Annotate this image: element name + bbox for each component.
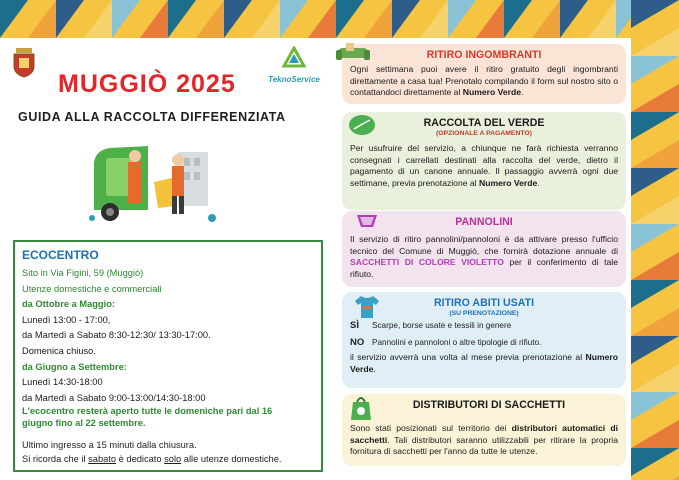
distributori-body bbox=[350, 423, 618, 458]
diaper-icon bbox=[356, 213, 378, 229]
card-ritiro-abiti-usati bbox=[342, 292, 626, 388]
ecocentro-reminder bbox=[22, 452, 314, 466]
ecocentro-sunday-note bbox=[22, 406, 314, 429]
ecocentro-footer bbox=[22, 438, 314, 466]
ecocentro-note-line1: L'ecocentro resterà aperto tutte le domeniche pari dal 16 bbox=[22, 406, 273, 417]
reminder-text-mid: è dedicato bbox=[116, 454, 165, 465]
verde-body bbox=[350, 143, 618, 189]
pannolini-body-end: per il conferimento di tale rifiuto. bbox=[350, 257, 618, 279]
page-subtitle: GUIDA ALLA RACCOLTA DIFFERENZIATA bbox=[18, 110, 286, 124]
pannolini-body-text: Il servizio di ritiro pannolini/pannoloni è da attivare presso l'ufficio tecnico del Comune di Muggiò, che fornirà dotazione annuale di bbox=[350, 234, 618, 256]
abiti-no-text: Pannolini e pannoloni o altre tipologie di rifiuto. bbox=[372, 338, 542, 347]
pannolini-title: PANNOLINI bbox=[455, 216, 513, 228]
ingombranti-title: RITIRO INGOMBRANTI bbox=[426, 49, 542, 61]
card-ritiro-ingombranti bbox=[342, 44, 626, 104]
reminder-sabato: sabato bbox=[88, 454, 117, 465]
reminder-solo: solo bbox=[164, 454, 182, 465]
recycle-logo-icon bbox=[280, 46, 308, 72]
card-pannolini bbox=[342, 211, 626, 287]
page-title: MUGGIÒ 2025 bbox=[58, 70, 236, 98]
leaf-icon bbox=[348, 114, 376, 136]
decorative-triangle-border-right bbox=[631, 0, 679, 480]
ingombranti-body-end: . bbox=[521, 87, 524, 98]
ecocentro-title: ECOCENTRO bbox=[22, 248, 99, 262]
pannolini-body bbox=[350, 234, 618, 280]
ecocentro-winter-tuesday-saturday: da Martedì a Sabato 8:30-12:30/ 13:30-17:00. bbox=[22, 330, 211, 341]
garbage-truck-illustration bbox=[88, 132, 238, 228]
verde-subtitle: (OPZIONALE A PAGAMENTO) bbox=[436, 130, 532, 137]
ingombranti-body-text: Ogni settimana puoi avere il ritiro gratuito degli ingombranti direttamente a casa tua! Prenotalo compilando il form sul nostro sito o contattandoci direttamente al bbox=[350, 64, 618, 98]
distributori-body-end: . Tali distributori saranno utilizzabili per ritirare la propria fornitura di sacchetti per l'anno da tutte le utenze. bbox=[350, 434, 618, 457]
sofa-icon bbox=[336, 42, 370, 64]
abiti-body bbox=[350, 352, 618, 375]
ecocentro-winter-monday: Lunedì 13:00 - 17:00, bbox=[22, 314, 111, 325]
verde-title: RACCOLTA DEL VERDE bbox=[423, 117, 545, 129]
abiti-body-end: . bbox=[373, 363, 376, 374]
partner-logo bbox=[268, 46, 320, 86]
ecocentro-note-line2: giugno fino al 22 settembre. bbox=[22, 417, 146, 428]
ecocentro-summer-tuesday-saturday: da Martedì a Sabato 9:00-13:00/14:30-18:00 bbox=[22, 392, 206, 403]
decorative-triangle-border-top bbox=[0, 0, 679, 38]
abiti-title: RITIRO ABITI USATI bbox=[433, 297, 535, 309]
ecocentro-users: Utenze domestiche e commerciali bbox=[22, 283, 162, 294]
pannolini-violet-bags: SACCHETTI DI COLORE VIOLETTO bbox=[350, 257, 504, 268]
tshirt-icon bbox=[354, 294, 380, 320]
distributori-body-text: Sono stati posizionati sul territorio dei bbox=[350, 423, 512, 433]
ecocentro-last-entry: Ultimo ingresso a 15 minuti dalla chiusura. bbox=[22, 440, 197, 451]
card-distributori-sacchetti bbox=[342, 394, 626, 466]
reminder-text-pre: Si ricorda che il bbox=[22, 454, 89, 465]
ecocentro-summer-monday: Lunedì 14:30-18:00 bbox=[22, 377, 103, 388]
ecocentro-winter-sunday: Domenica chiuso. bbox=[22, 345, 96, 356]
abiti-no-row bbox=[350, 336, 618, 349]
ecocentro-period-winter: da Ottobre a Maggio: bbox=[22, 299, 115, 310]
abiti-numero-verde: Numero Verde bbox=[350, 352, 618, 374]
verde-body-text: Per usufruire del servizio, a chiunque ne farà richiesta verranno consegnati i carrellati destinati alla raccolta del verde, dietro il pagamento di un canone annuale. Il passaggio avverrà ogni due settimane, previa prenotazione al bbox=[350, 143, 618, 188]
reminder-text-post: alle utenze domestiche. bbox=[181, 454, 282, 465]
partner-logo-text: TeknoService bbox=[268, 75, 320, 84]
abiti-subtitle: (SU PRENOTAZIONE) bbox=[449, 310, 519, 317]
ecocentro-address: Sito in Via Figini, 59 (Muggiò) bbox=[22, 268, 144, 278]
abiti-yes-label: SÌ bbox=[350, 320, 359, 331]
abiti-yes-text: Scarpe, borse usate e tessili in genere bbox=[372, 321, 512, 330]
ecocentro-period-summer: da Giugno a Settembre: bbox=[22, 361, 127, 372]
verde-numero-verde: Numero Verde bbox=[478, 177, 538, 188]
card-raccolta-verde bbox=[342, 112, 626, 210]
ingombranti-body bbox=[350, 64, 618, 99]
ingombranti-numero-verde: Numero Verde bbox=[462, 87, 522, 98]
verde-body-end: . bbox=[537, 177, 540, 188]
distributori-automatici: distributori automatici di sacchetti bbox=[350, 423, 618, 445]
abiti-body-text: il servizio avverrà una volta al mese previa prenotazione al bbox=[350, 352, 586, 362]
distributori-title: DISTRIBUTORI DI SACCHETTI bbox=[412, 399, 566, 411]
crest-icon bbox=[10, 46, 38, 78]
abiti-yes-row bbox=[350, 319, 618, 332]
bag-dispenser-icon bbox=[348, 394, 374, 422]
abiti-no-label: NO bbox=[350, 337, 365, 348]
ecocentro-box bbox=[13, 240, 323, 472]
